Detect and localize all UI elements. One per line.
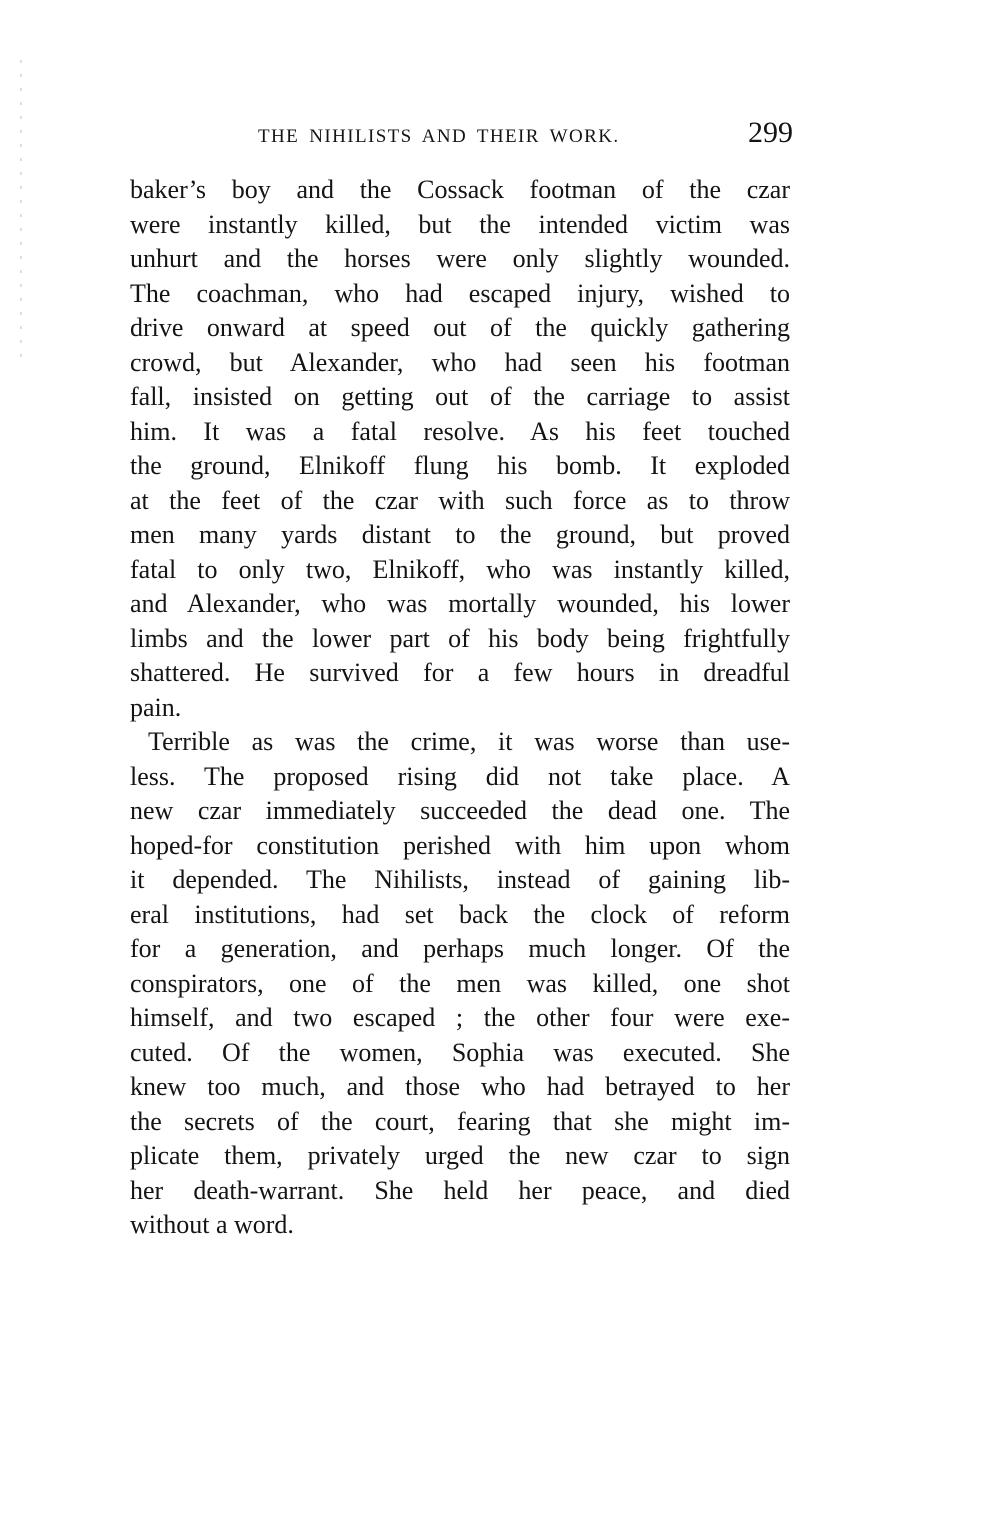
paragraph-1 xyxy=(130,173,790,725)
running-head: THE NIHILISTS AND THEIR WORK. xyxy=(258,126,620,147)
body-text xyxy=(130,173,790,1243)
text-line: for a generation, and perhaps much longer. Of the xyxy=(130,934,790,963)
paragraph-2 xyxy=(130,725,790,1243)
text-line: less. The proposed rising did not take place. A xyxy=(130,761,790,791)
text-line: fall, insisted on getting out of the carriage to assist xyxy=(130,382,790,411)
text-line: cuted. Of the women, Sophia was executed. She xyxy=(130,1037,790,1067)
text-line: himself, and two escaped ; the other four were exe- xyxy=(130,1003,790,1032)
page-header xyxy=(130,114,795,154)
text-line: and Alexander, who was mortally wounded, his lower xyxy=(130,589,790,618)
page-number: 299 xyxy=(748,116,793,149)
text-line: crowd, but Alexander, who had seen his footman xyxy=(130,347,790,377)
text-line: her death-warrant. She held her peace, and died xyxy=(130,1175,790,1205)
text-line: The coachman, who had escaped injury, wished to xyxy=(130,278,790,308)
text-line: baker’s boy and the Cossack footman of the czar xyxy=(130,175,790,204)
text-line: hoped-for constitution perished with him upon whom xyxy=(130,830,790,860)
text-line: at the feet of the czar with such force as to throw xyxy=(130,485,790,515)
text-line: the ground, Elnikoff flung his bomb. It exploded xyxy=(130,451,790,480)
text-line: were instantly killed, but the intended victim was xyxy=(130,209,790,239)
text-line: drive onward at speed out of the quickly gathering xyxy=(130,313,790,342)
text-line: conspirators, one of the men was killed, one shot xyxy=(130,968,790,998)
text-line: eral institutions, had set back the clock of reform xyxy=(130,899,790,929)
text-line: it depended. The Nihilists, instead of gaining lib- xyxy=(130,865,790,894)
text-line: pain. xyxy=(130,692,182,722)
text-line: limbs and the lower part of his body being frightfully xyxy=(130,623,790,653)
scan-gutter-marks xyxy=(20,60,22,360)
text-line: fatal to only two, Elnikoff, who was instantly killed, xyxy=(130,554,790,584)
text-line: him. It was a fatal resolve. As his feet touched xyxy=(130,416,790,446)
text-line: the secrets of the court, fearing that she might im- xyxy=(130,1106,790,1136)
text-line: without a word. xyxy=(130,1210,294,1239)
text-line: knew too much, and those who had betrayed to her xyxy=(130,1072,790,1101)
text-line: shattered. He survived for a few hours in dreadful xyxy=(130,658,790,687)
text-line: plicate them, privately urged the new czar to sign xyxy=(130,1141,790,1170)
text-line: new czar immediately succeeded the dead one. The xyxy=(130,796,790,825)
text-line: men many yards distant to the ground, but proved xyxy=(130,520,790,549)
text-line: unhurt and the horses were only slightly wounded. xyxy=(130,244,790,273)
text-line: Terrible as was the crime, it was worse than use- xyxy=(148,727,790,756)
